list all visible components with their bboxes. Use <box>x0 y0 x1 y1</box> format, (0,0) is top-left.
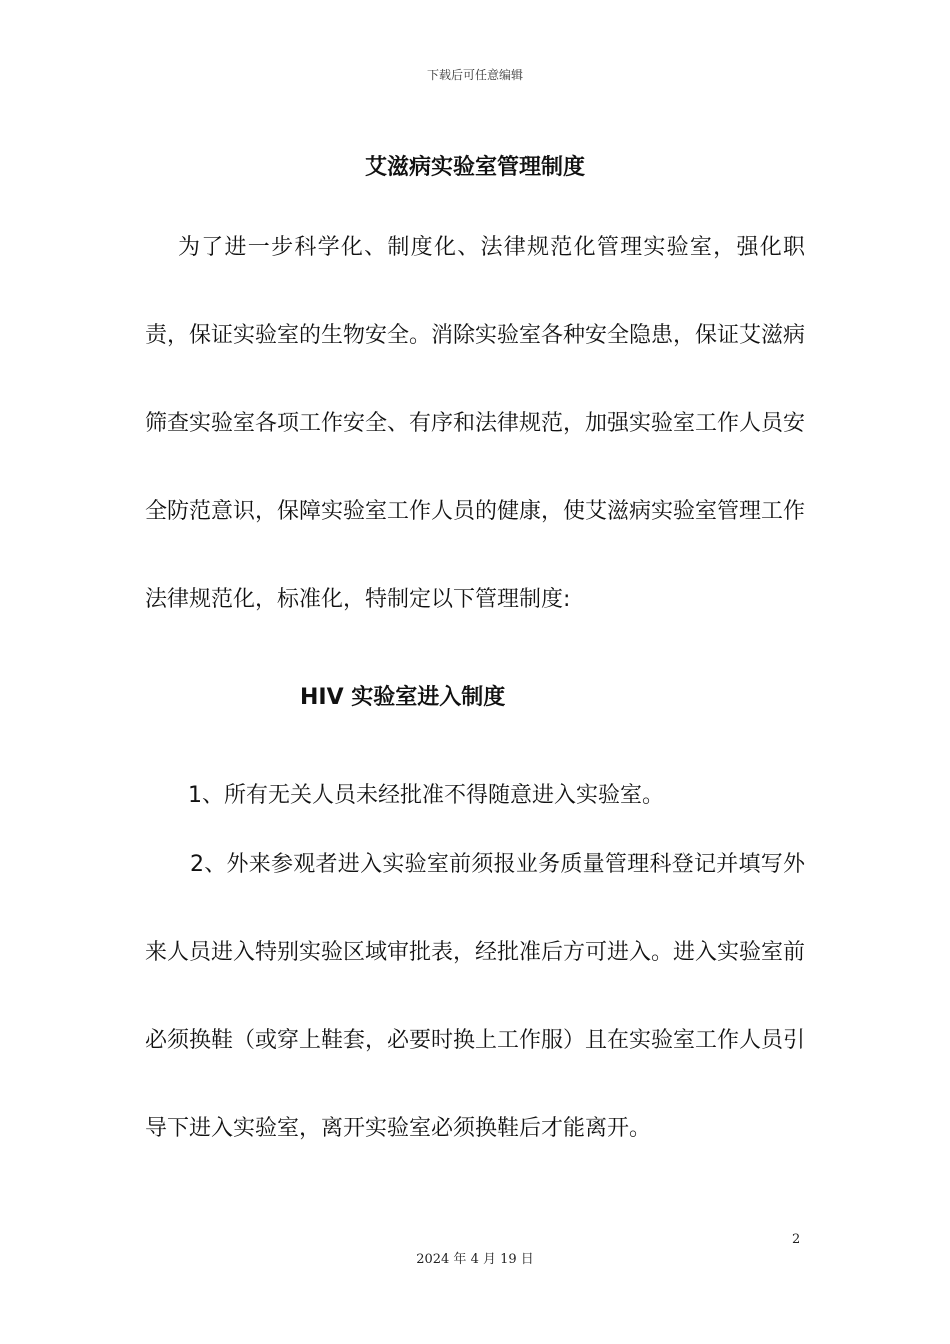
section-title: HIV 实验室进入制度 <box>300 685 506 710</box>
page-number: 2 <box>792 1232 801 1247</box>
document-title: 艾滋病实验室管理制度 <box>364 155 585 180</box>
list-item-1: 1、所有无关人员未经批准不得随意进入实验室。 <box>188 783 664 808</box>
footer-date: 2024 年 4 月 19 日 <box>416 1252 534 1267</box>
page-header: 下载后可任意编辑 <box>426 68 523 82</box>
list-item-2: 2、外来参观者进入实验室前须报业务质量管理科登记并填写外来人员进入特别实验区域审批表，经批准后方可进入。进入实验室前必须换鞋（或穿上鞋套，必要时换上工作服）且在实验室工作人员引导下进入实验室，离开实验室必须换鞋后才能离开。 <box>145 852 806 1141</box>
intro-paragraph: 为了进一步科学化、制度化、法律规范化管理实验室，强化职责，保证实验室的生物安全。消除实验室各种安全隐患，保证艾滋病筛查实验室各项工作安全、有序和法律规范，加强实验室工作人员安全防范意识，保障实验室工作人员的健康，使艾滋病实验室管理工作法律规范化，标准化，特制定以下管理制度: <box>145 235 806 612</box>
